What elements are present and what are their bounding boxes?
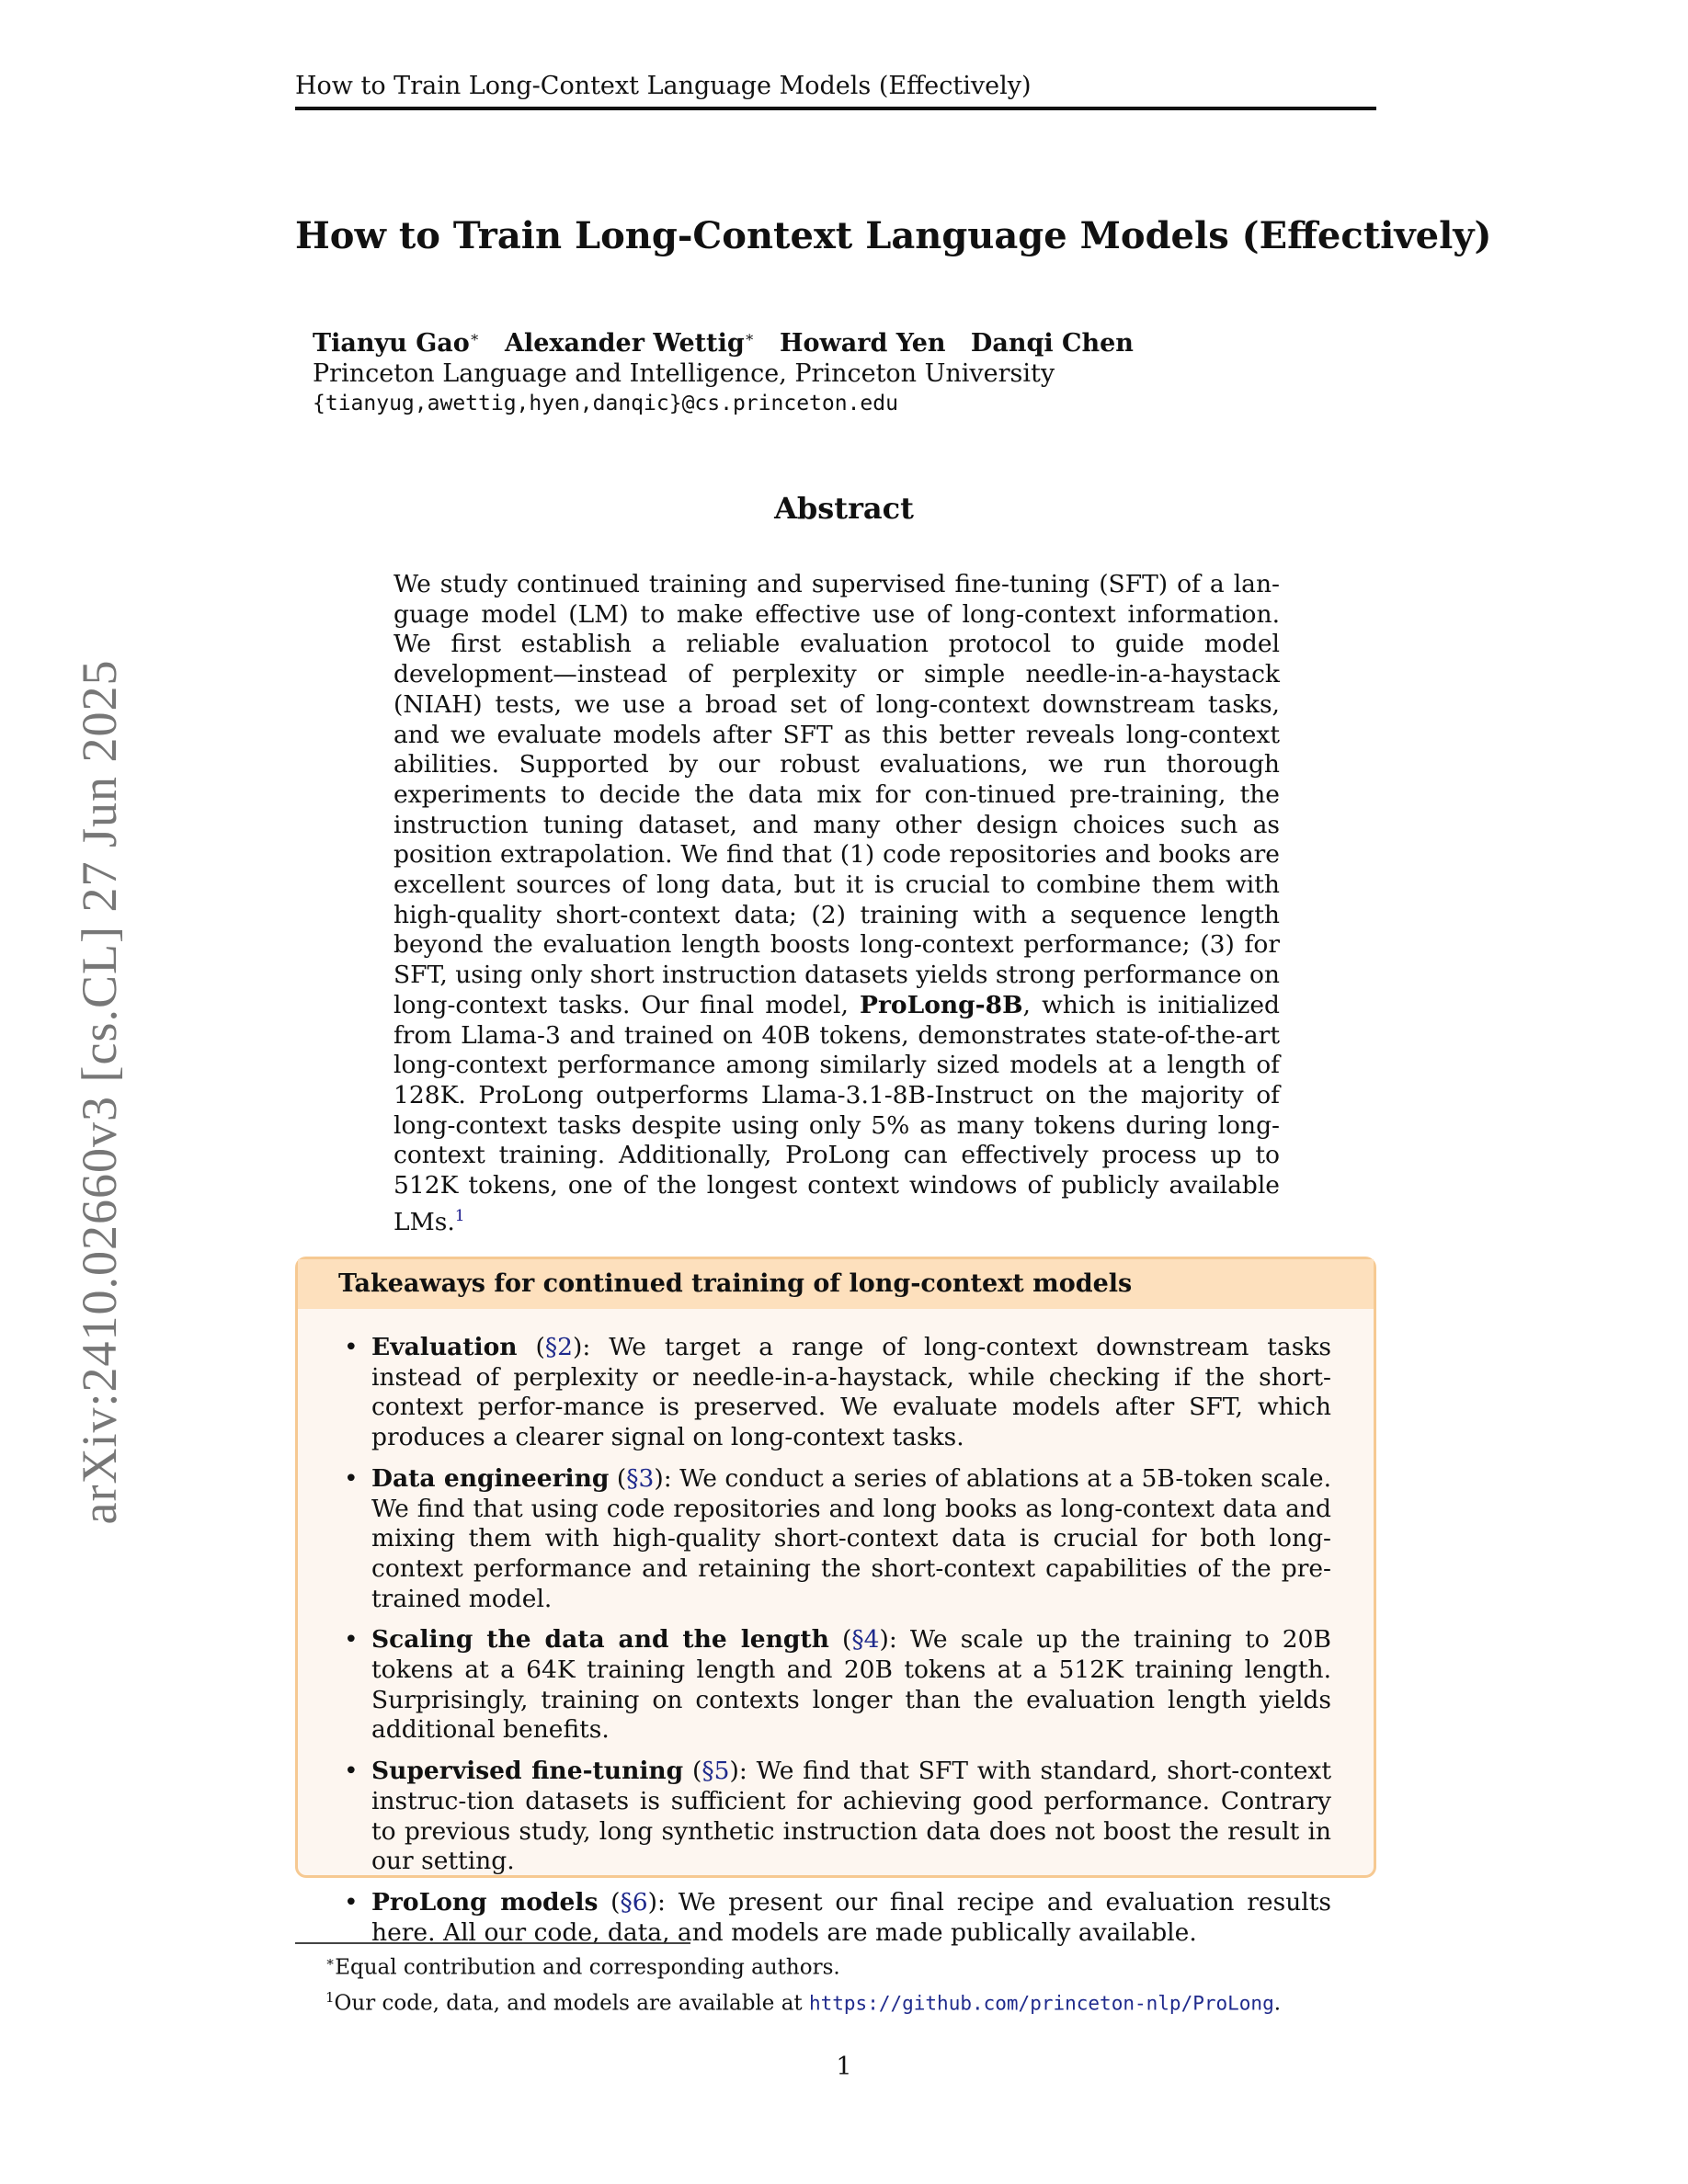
author-affiliation: Princeton Language and Intelligence, Princeton University xyxy=(313,359,1055,388)
running-head: How to Train Long-Context Language Models (Effectively) xyxy=(295,72,1376,110)
takeaway-item: • ProLong models (§6): We present our final recipe and evaluation results here. All our code, data, and models are made publically available. xyxy=(344,1887,1332,1947)
github-link[interactable]: https://github.com/princeton-nlp/ProLong xyxy=(808,1992,1274,2015)
takeaway-item: • Supervised fine-tuning (§5): We find that SFT with standard, short-context instruc-tion datasets is sufficient for achieving good performance. Contrary to previous study, long synthetic instruction data does not boost the result in our setting. xyxy=(344,1757,1331,1876)
takeaways-list xyxy=(338,1333,1331,1959)
bullet-icon: • xyxy=(344,1625,359,1655)
page-number: 1 xyxy=(836,2053,852,2081)
bullet-icon: • xyxy=(344,1333,359,1361)
section-link[interactable]: §3 xyxy=(626,1463,655,1493)
section-link[interactable]: §6 xyxy=(620,1887,648,1917)
author-names xyxy=(313,322,1150,358)
footnote-divider xyxy=(295,1942,690,1944)
author-name: Danqi Chen xyxy=(970,329,1134,358)
takeaway-item: • Data engineering (§3): We conduct a series of ablations at a 5B-token scale. We find that using code repositories and long books as long-context data and mixing them with high-quality short-context data is crucial for both long-context performance and retaining the short-context capabilities of the pre-trained model. xyxy=(344,1463,1332,1613)
arxiv-stamp: arXiv:2410.02660v3 [cs.CL] 27 Jun 2025 xyxy=(72,659,127,1525)
section-link[interactable]: §4 xyxy=(851,1625,880,1655)
bullet-icon: • xyxy=(344,1887,359,1917)
paper-title: How to Train Long-Context Language Models (Effectively) xyxy=(295,214,1492,257)
takeaways-header: Takeaways for continued training of long-context models xyxy=(298,1259,1374,1309)
takeaway-item: • Evaluation (§2): We target a range of long-context downstream tasks instead of perplexity or needle-in-a-haystack, while checking if the short-context perfor-mance is preserved. We evaluate models after SFT, which produces a clearer signal on long-context tasks. xyxy=(344,1333,1331,1452)
takeaways-box xyxy=(295,1257,1376,1947)
abstract-heading: Abstract xyxy=(774,491,914,526)
author-name: Alexander Wettig∗ xyxy=(505,328,755,358)
section-link[interactable]: §5 xyxy=(701,1757,730,1786)
footnote-equal-contribution: ∗Equal contribution and corresponding authors. xyxy=(325,1953,840,1980)
author-name: Tianyu Gao∗ xyxy=(313,328,480,358)
section-link[interactable]: §2 xyxy=(544,1333,573,1361)
author-block xyxy=(313,322,1150,419)
abstract-text: We study continued training and supervised fine-tuning (SFT) of a lan-guage model (LM) to make effective use of long-context information. We first establish a reliable evaluation protocol to guide model development—instead of perplexity or simple needle-in-a-haystack (NIAH) tests, we use a broad set of long-context downstream tasks, and we evaluate models after SFT as this better reveals long-context abilities. Supported by our robust evaluations, we run thorough experiments to decide the data mix for con-tinued pre-training, the instruction tuning dataset, and many other design choices such as position extrapolation. We find that (1) code repositories and books are excellent sources of long data, but it is crucial to combine them with high-quality short-context data; (2) training with a sequence length beyond the evaluation length boosts long-context performance; (3) for SFT, using only short instruction datasets yields strong performance on long-context tasks. Our final model, ProLong-8B, which is initialized from Llama-3 and trained on 40B tokens, demonstrates state-of-the-art long-context performance among similarly sized models at a length of 128K. ProLong outperforms Llama-3.1-8B-Instruct on the majority of long-context tasks despite using only 5% as many tokens during long-context training. Additionally, ProLong can effectively process up to 512K tokens, one of the longest context windows of publicly available LMs.$^1$ xyxy=(393,570,1281,1236)
bullet-icon: • xyxy=(344,1463,359,1493)
takeaway-item: • Scaling the data and the length (§4): We scale up the training to 20B tokens at a 64K training length and 20B tokens at a 512K training length. Surprisingly, training on contexts longer than the evaluation length yields additional benefits. xyxy=(344,1625,1331,1745)
footnotes xyxy=(325,1947,1281,2018)
bullet-icon: • xyxy=(344,1757,359,1786)
footnote-link[interactable]: 1 xyxy=(454,1206,465,1225)
author-name: Howard Yen xyxy=(780,329,946,358)
model-name: ProLong-8B xyxy=(860,990,1023,1019)
footnote-code-link: $^1$Our code, data, and models are available at https://github.com/princeton-nlp/ProLong. xyxy=(325,1988,1282,2016)
author-email: {tianyug,awettig,hyen,danqic}@cs.princeton.edu xyxy=(313,392,898,415)
